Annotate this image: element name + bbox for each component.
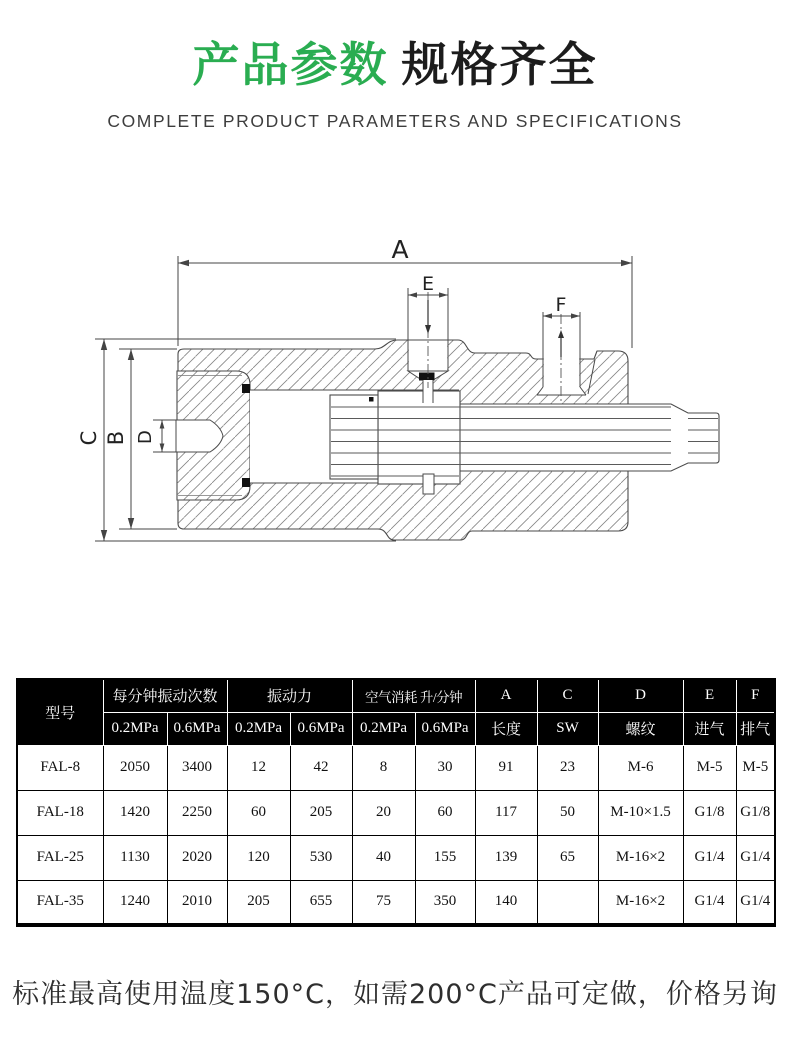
table-cell: G1/4 [683,880,736,925]
subheader-thread: 螺纹 [598,712,683,745]
piston [330,391,460,484]
table-cell: 75 [352,880,415,925]
table-cell: 205 [290,790,352,835]
spec-table-body [17,745,775,925]
table-cell: 117 [475,790,537,835]
inlet-valve-seal [419,373,435,381]
table-cell: G1/4 [736,880,775,925]
table-cell: FAL-8 [17,745,103,790]
table-cell: 2250 [167,790,227,835]
mounting-bore-d [176,420,223,452]
table-row [17,745,775,790]
col-header-e: E [683,679,736,712]
cup-seal-top [242,384,250,393]
table-cell: 40 [352,835,415,880]
table-cell: G1/8 [683,790,736,835]
table-cell: 530 [290,835,352,880]
table-cell: 50 [537,790,598,835]
col-header-d: D [598,679,683,712]
piston-seal-dot [369,397,374,402]
table-cell: 1130 [103,835,167,880]
subheader-pressure: 0.6MPa [415,712,475,745]
bottom-valve-pin [423,474,434,494]
dim-label-c: C [77,430,101,446]
page-title-accent: 产品参数 [192,38,389,93]
table-cell: FAL-35 [17,880,103,925]
dim-label-d: D [135,430,156,444]
table-cell: 155 [415,835,475,880]
subheader-pressure: 0.6MPa [290,712,352,745]
col-header-air: 空气消耗 升/分钟 [352,679,475,712]
dim-label-f: F [555,294,567,316]
table-cell: 12 [227,745,290,790]
table-cell: 140 [475,880,537,925]
table-row [17,790,775,835]
table-cell: 1240 [103,880,167,925]
col-header-a: A [475,679,537,712]
table-cell: 205 [227,880,290,925]
table-cell: 65 [537,835,598,880]
table-cell: 655 [290,880,352,925]
dim-label-e: E [421,273,435,295]
table-cell: 20 [352,790,415,835]
table-cell: M-5 [683,745,736,790]
table-cell: 60 [227,790,290,835]
table-cell: 30 [415,745,475,790]
table-row [17,835,775,880]
col-header-c: C [537,679,598,712]
subheader-intake: 进气 [683,712,736,745]
table-cell: M-10×1.5 [598,790,683,835]
temperature-note: 标准最高使用温度150°C，如需200°C产品可定做，价格另询 [12,979,778,1010]
table-cell: M-16×2 [598,835,683,880]
subheader-pressure: 0.6MPa [167,712,227,745]
table-cell: M-5 [736,745,775,790]
col-header-model: 型号 [17,679,103,745]
table-cell: FAL-18 [17,790,103,835]
page-title-rest: 规格齐全 [401,38,598,93]
table-cell: 350 [415,880,475,925]
dim-label-b: B [104,430,128,446]
piston-shaft [456,404,719,471]
table-cell: 23 [537,745,598,790]
table-cell [537,880,598,925]
table-cell: 2020 [167,835,227,880]
table-cell: 120 [227,835,290,880]
subheader-exhaust: 排气 [736,712,775,745]
table-cell: FAL-25 [17,835,103,880]
table-cell: G1/4 [736,835,775,880]
subheader-pressure: 0.2MPa [227,712,290,745]
table-cell: 8 [352,745,415,790]
table-cell: 1420 [103,790,167,835]
table-cell: M-6 [598,745,683,790]
table-cell: G1/8 [736,790,775,835]
spec-table-header [17,679,775,745]
page-subtitle: COMPLETE PRODUCT PARAMETERS AND SPECIFICATIONS [107,111,683,131]
table-cell: 3400 [167,745,227,790]
table-cell: 2050 [103,745,167,790]
subheader-sw: SW [537,712,598,745]
subheader-pressure: 0.2MPa [352,712,415,745]
col-header-f: F [736,679,775,712]
cup-seal-bottom [242,478,250,487]
col-header-force: 振动力 [227,679,352,712]
spec-table [16,678,776,927]
table-cell: 60 [415,790,475,835]
subheader-pressure: 0.2MPa [103,712,167,745]
dim-label-a: A [391,235,409,264]
table-cell: 139 [475,835,537,880]
table-row [17,880,775,925]
col-header-vibrations: 每分钟振动次数 [103,679,227,712]
table-cell: 91 [475,745,537,790]
table-cell: M-16×2 [598,880,683,925]
table-cell: 42 [290,745,352,790]
table-cell: G1/4 [683,835,736,880]
subheader-length: 长度 [475,712,537,745]
table-cell: 2010 [167,880,227,925]
